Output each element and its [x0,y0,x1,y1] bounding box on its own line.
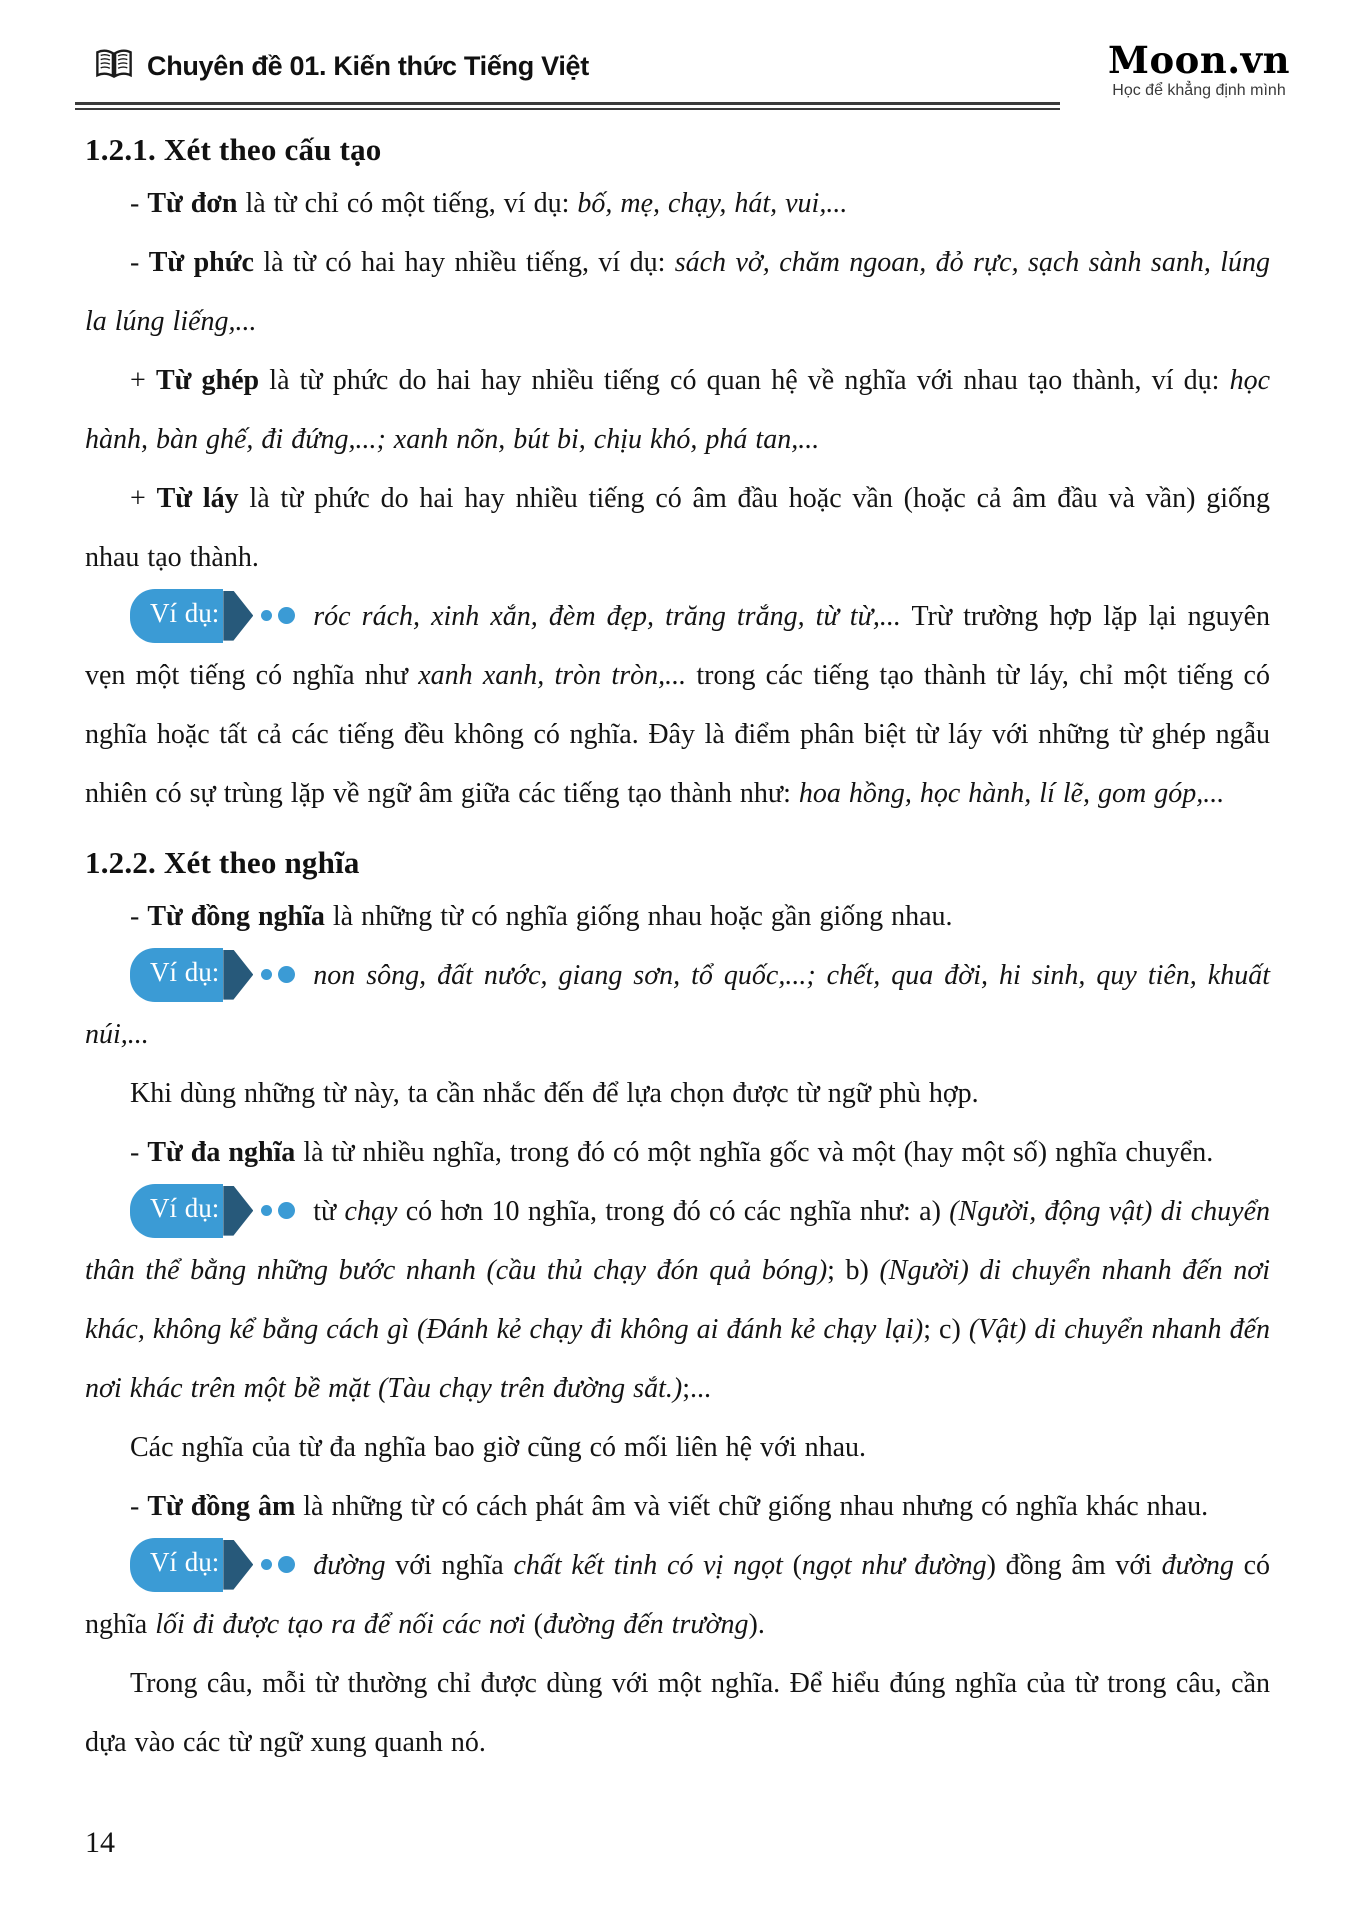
badge-dot-icon [278,1202,295,1219]
para-cac-nghia: Các nghĩa của từ đa nghĩa bao giờ cũng có mối liên hệ với nhau. [130,1432,867,1463]
vi-du-badge-label: Ví dụ: [130,589,223,643]
badge-dot-icon [278,966,295,983]
example-tu-dong-am: Ví dụ: đường với nghĩa chất kết tinh có vị ngọt (ngọt như đường) đồng âm với đường có nghĩa lối đi được tạo ra để nối các nơi (đường đến trường). [85,1536,1270,1654]
badge-dot-icon [261,969,272,980]
badge-arrow-icon [223,1540,253,1590]
header-divider [75,102,1060,110]
moon-logo [1108,40,1290,100]
vi-du-badge [130,1540,295,1590]
para-tu-ghep: + Từ ghép là từ phức do hai hay nhiều tiếng có quan hệ về nghĩa với nhau tạo thành, ví dụ: học hành, bàn ghế, đi đứng,...; xanh nõn, bút bi, chịu khó, phá tan,... [85,365,1270,455]
badge-arrow-icon [223,1186,253,1236]
page-number: 14 [85,1826,115,1859]
vi-du-badge-label: Ví dụ: [130,1538,223,1592]
moon-logo-text: Moon.vn [1108,38,1290,82]
para-tu-dong-nghia: - Từ đồng nghĩa là những từ có nghĩa giống nhau hoặc gần giống nhau. [130,901,953,932]
chapter-title: Chuyên đề 01. Kiến thức Tiếng Việt [147,51,589,81]
vi-du-badge [130,950,295,1000]
para-trong-cau: Trong câu, mỗi từ thường chỉ được dùng với một nghĩa. Để hiểu đúng nghĩa của từ trong câu, cần dựa vào các từ ngữ xung quanh nó. [85,1668,1270,1758]
vi-du-badge [130,1186,295,1236]
badge-dot-icon [261,610,272,621]
badge-dot-icon [278,1556,295,1573]
document-body [0,132,1352,1772]
section-heading-nghia: 1.2.2. Xét theo nghĩa [85,845,360,880]
badge-dot-icon [278,607,295,624]
vi-du-badge-label: Ví dụ: [130,1184,223,1238]
badge-dot-icon [261,1559,272,1570]
moon-logo-tagline: Học để khẳng định mình [1112,82,1286,99]
example-tu-dong-nghia: Ví dụ: non sông, đất nước, giang sơn, tổ quốc,...; chết, qua đời, hi sinh, quy tiên, khuất núi,... [85,946,1270,1064]
page-header [0,0,1352,100]
para-tu-phuc: - Từ phức là từ có hai hay nhiều tiếng, ví dụ: sách vở, chăm ngoan, đỏ rực, sạch sành sanh, lúng la lúng liếng,... [85,247,1270,337]
vi-du-badge-label: Ví dụ: [130,948,223,1002]
example-tu-da-nghia: Ví dụ: từ chạy có hơn 10 nghĩa, trong đó có các nghĩa như: a) (Người, động vật) di chuyển thân thể bằng những bước nhanh (cầu thủ chạy đón quả bóng); b) (Người) di chuyển nhanh đến nơi khác, không kể bằng cách gì (Đánh kẻ chạy đi không ai đánh kẻ chạy lại); c) (Vật) di chuyển nhanh đến nơi khác trên một bề mặt (Tàu chạy trên đường sắt.);... [85,1182,1270,1418]
badge-arrow-icon [223,591,253,641]
badge-arrow-icon [223,950,253,1000]
badge-dot-icon [261,1205,272,1216]
vi-du-badge [130,591,295,641]
open-book-icon [95,48,133,85]
para-tu-don: - Từ đơn là từ chỉ có một tiếng, ví dụ: bố, mẹ, chạy, hát, vui,... [130,188,848,219]
para-tu-lay: + Từ láy là từ phức do hai hay nhiều tiếng có âm đầu hoặc vần (hoặc cả âm đầu và vần) giống nhau tạo thành. [85,483,1270,573]
section-heading-cau-tao: 1.2.1. Xét theo cấu tạo [85,132,382,167]
example-tu-lay: Ví dụ: róc rách, xinh xắn, đèm đẹp, trăng trắng, từ từ,... Trừ trường hợp lặp lại nguyên vẹn một tiếng có nghĩa như xanh xanh, tròn tròn,... trong các tiếng tạo thành từ láy, chỉ một tiếng có nghĩa hoặc tất cả các tiếng đều không có nghĩa. Đây là điểm phân biệt từ láy với những từ ghép ngẫu nhiên có sự trùng lặp về ngữ âm giữa các tiếng tạo thành như: hoa hồng, học hành, lí lẽ, gom góp,... [85,587,1270,823]
header-left [95,40,589,85]
para-khi-dung: Khi dùng những từ này, ta cần nhắc đến để lựa chọn được từ ngữ phù hợp. [130,1078,979,1109]
para-tu-dong-am: - Từ đồng âm là những từ có cách phát âm và viết chữ giống nhau nhưng có nghĩa khác nhau. [130,1491,1209,1522]
para-tu-da-nghia: - Từ đa nghĩa là từ nhiều nghĩa, trong đó có một nghĩa gốc và một (hay một số) nghĩa chuyển. [130,1137,1214,1168]
